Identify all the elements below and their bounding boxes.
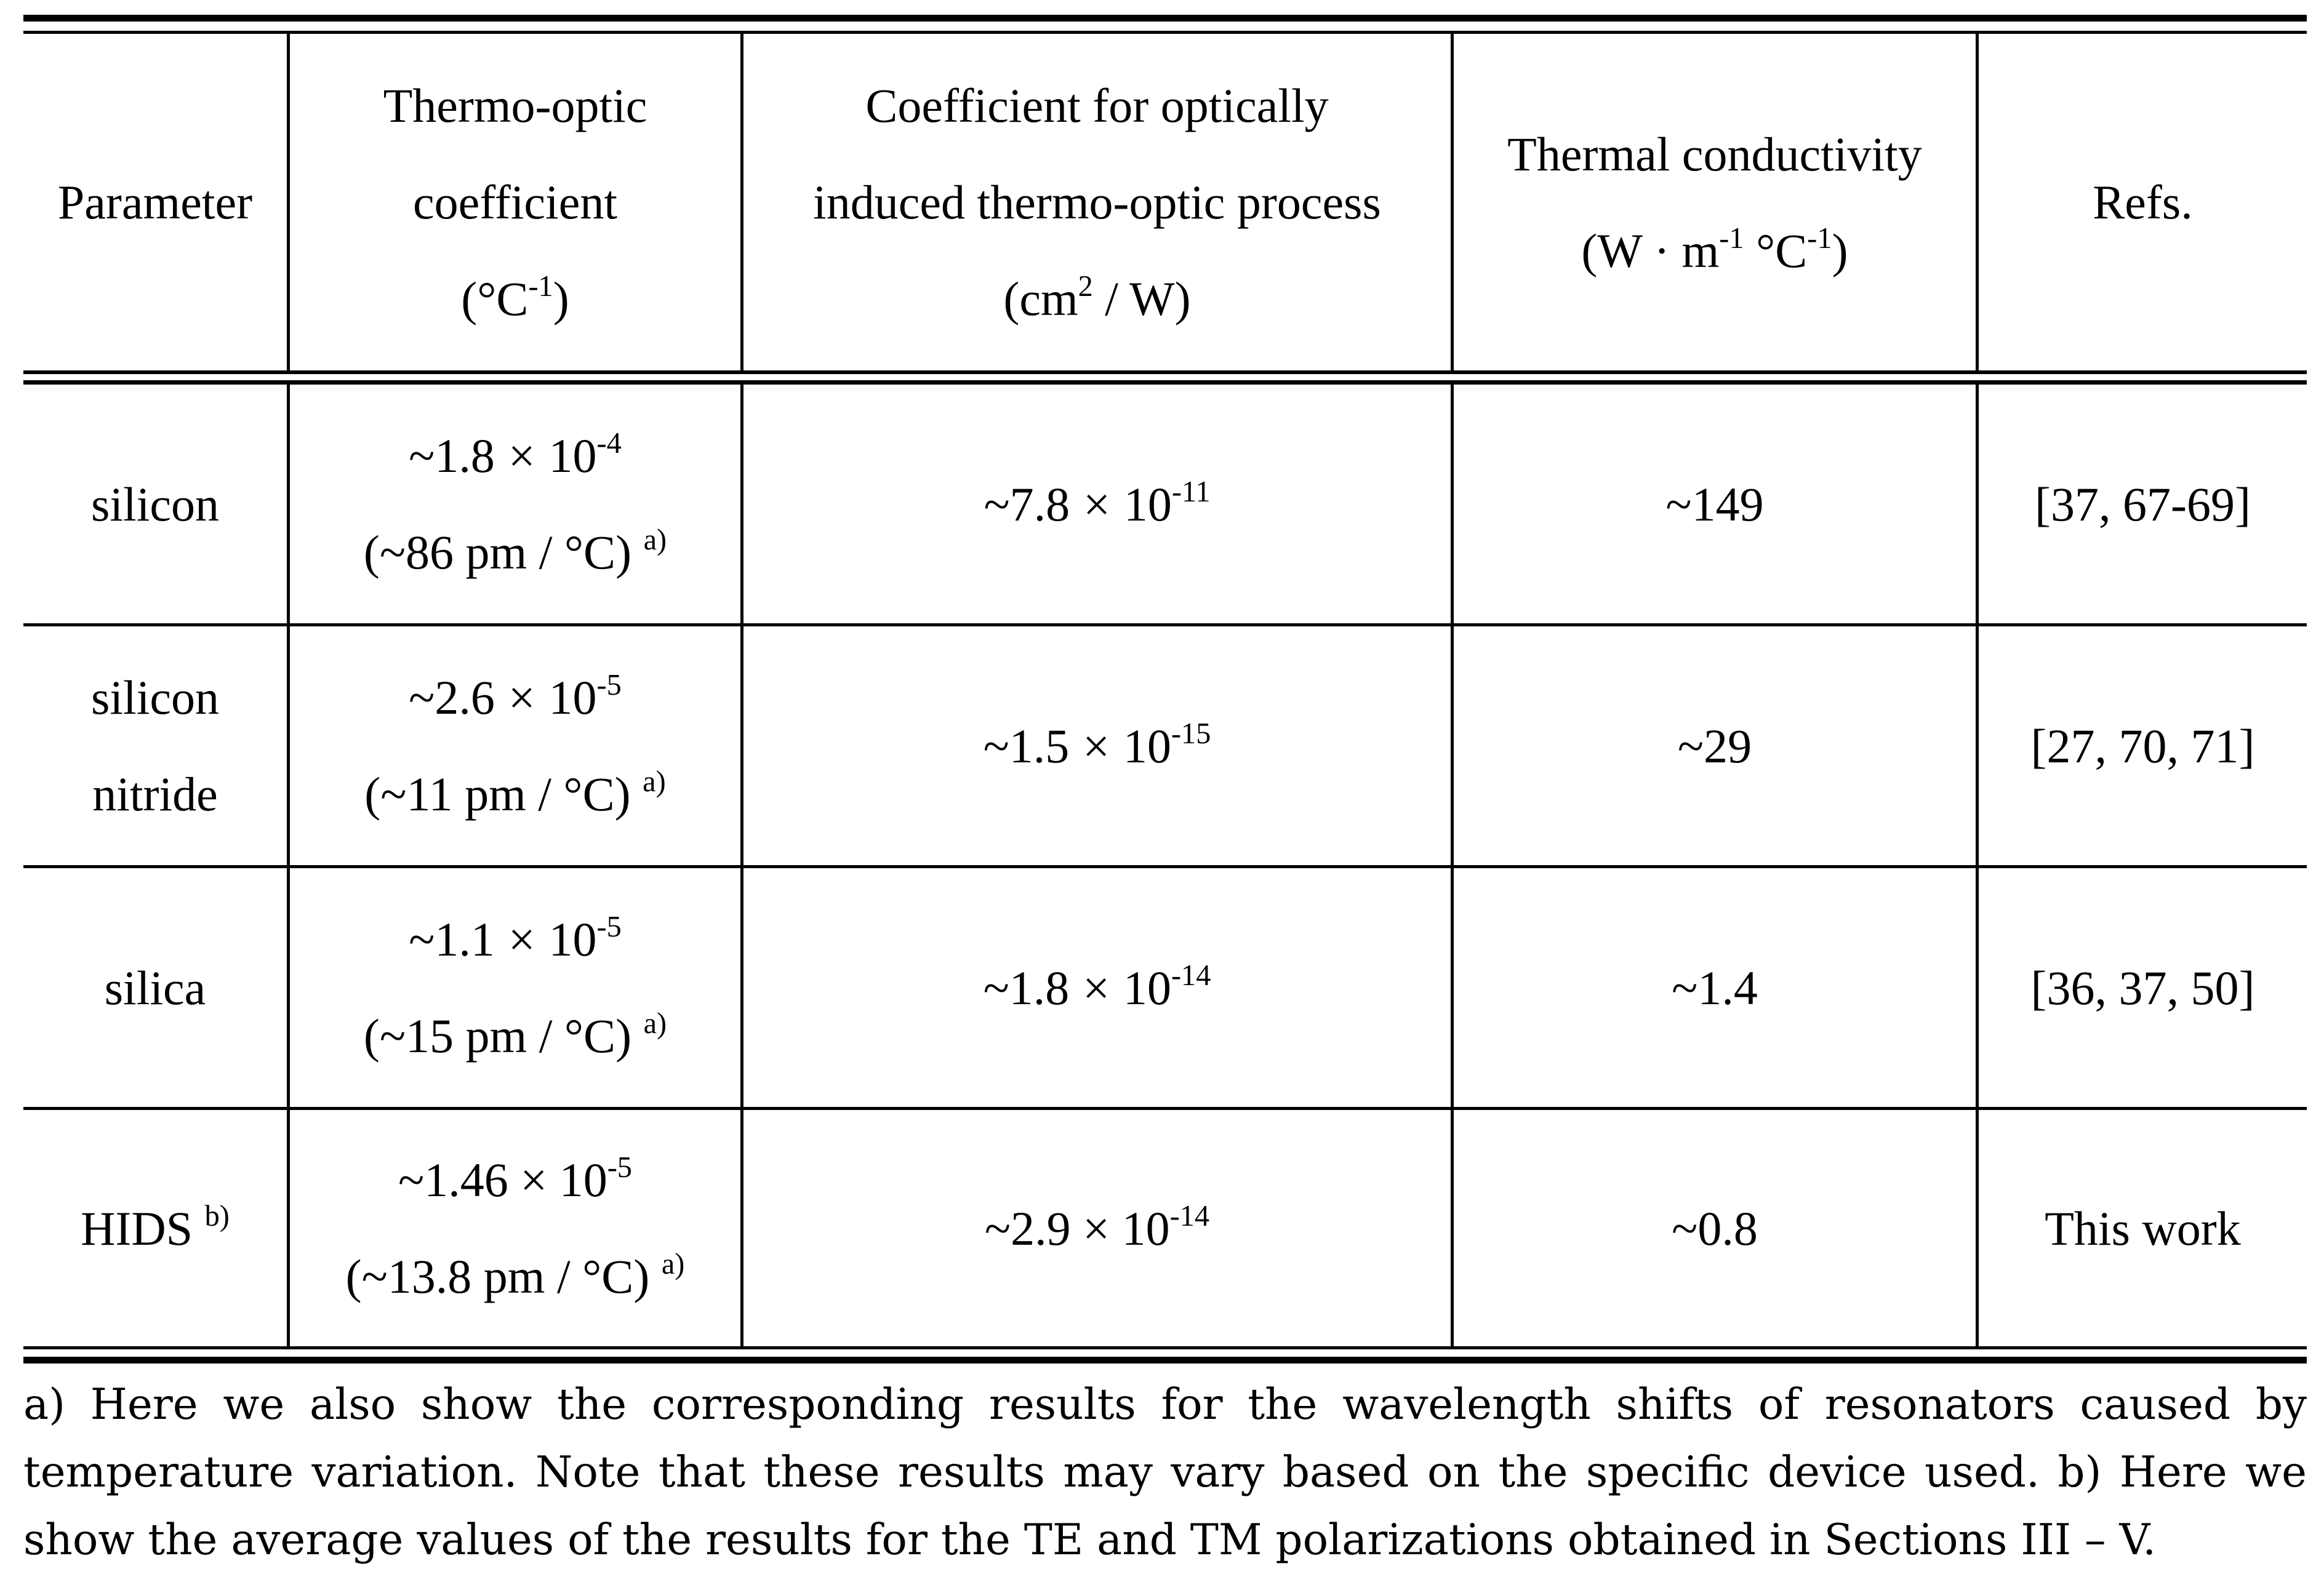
thermo-optic-value: ~1.46 × $10^{-5}$ <box>398 1151 632 1207</box>
row-silica-material <box>23 868 287 1107</box>
header-parameter-text: Parameter <box>57 175 253 229</box>
row-hids-conductivity <box>1454 1110 1976 1346</box>
material-name-line2: nitride <box>92 767 218 821</box>
material-name-line1: silicon <box>91 671 219 724</box>
header-optical-coefficient <box>743 34 1451 370</box>
optical-coefficient-value: ~1.5 × $10^{-15}$ <box>983 717 1211 773</box>
wavelength-shift: (~13.8 pm / °C) $^{a)}$ <box>345 1248 685 1303</box>
bottom-rule-inner <box>23 1346 2307 1349</box>
row-silicon-thermo-optic <box>290 385 740 623</box>
header-parameter <box>23 34 287 370</box>
table-footnote: a) Here we also show the corresponding results for the wavelength shifts of resonators caused by temperature variation. Note that these results may vary based on the specific device used. b) Here we show the average values of the results for the TE and TM polarizations obtained in Sections III – V. <box>23 1380 2307 1565</box>
row-silica-conductivity <box>1454 868 1976 1107</box>
material-name: silicon <box>91 477 219 531</box>
thermo-optic-value: ~2.6 × $10^{-5}$ <box>409 669 622 724</box>
row-silicon-conductivity <box>1454 385 1976 623</box>
row-hids-optical <box>743 1110 1451 1346</box>
row-silicon-nitride-thermo-optic <box>290 626 740 865</box>
header-refs <box>1979 34 2307 370</box>
row-silicon-nitride-material <box>23 626 287 865</box>
optical-coefficient-value: ~7.8 × $10^{-11}$ <box>984 475 1211 531</box>
header-conductivity <box>1454 34 1976 370</box>
row-silicon-nitride-refs <box>1979 626 2307 865</box>
row-hids-material <box>23 1110 287 1346</box>
row-silicon-nitride-conductivity <box>1454 626 1976 865</box>
row-silica-optical <box>743 868 1451 1107</box>
row-silicon-nitride-optical <box>743 626 1451 865</box>
row-hids-thermo-optic <box>290 1110 740 1346</box>
material-name: HIDS $^{b)}$ <box>81 1199 230 1255</box>
wavelength-shift: (~15 pm / °C) $^{a)}$ <box>363 1007 667 1063</box>
material-name: silica <box>104 960 206 1015</box>
row-silicon-material <box>23 385 287 623</box>
row-silicon-optical <box>743 385 1451 623</box>
thermo-optic-value: ~1.8 × $10^{-4}$ <box>409 427 622 482</box>
wavelength-shift: (~86 pm / °C) $^{a)}$ <box>363 524 667 579</box>
bottom-rule-outer <box>23 1357 2307 1363</box>
optical-coefficient-value: ~1.8 × $10^{-14}$ <box>983 959 1211 1015</box>
header-optical-line2: induced thermo-optic process <box>813 175 1381 229</box>
header-conductivity-line1: Thermal conductivity <box>1507 127 1922 181</box>
header-rule-lower <box>23 380 2307 385</box>
row-silica-thermo-optic <box>290 868 740 1107</box>
header-conductivity-unit: ($W \cdot m^{-1}$ $^\circ C^{-1}$) <box>1581 222 1848 277</box>
refs-value: [27, 70, 71] <box>2030 719 2255 773</box>
row-hids-refs <box>1979 1110 2307 1346</box>
header-optical-line1: Coefficient for optically <box>865 79 1329 132</box>
thermo-optic-value: ~1.1 × $10^{-5}$ <box>409 911 622 966</box>
refs-value: [36, 37, 50] <box>2030 960 2255 1015</box>
row-silica-refs <box>1979 868 2307 1107</box>
conductivity-value: ~149 <box>1665 477 1764 531</box>
header-optical-unit: $(cm^2 / W)$ <box>1003 270 1191 325</box>
header-thermo-optic-line1: Thermo-optic <box>383 79 647 132</box>
header-thermo-optic-unit: $(^\circ C^{-1})$ <box>461 270 569 325</box>
conductivity-value: ~29 <box>1677 719 1752 773</box>
header-thermo-optic <box>290 34 740 370</box>
refs-value: [37, 67-69] <box>2035 477 2251 531</box>
refs-value: This work <box>2045 1201 2241 1255</box>
row-silicon-refs <box>1979 385 2307 623</box>
optical-coefficient-value: ~2.9 × $10^{-14}$ <box>984 1199 1210 1255</box>
wavelength-shift: (~11 pm / °C) $^{a)}$ <box>364 765 666 821</box>
conductivity-value: ~1.4 <box>1672 960 1758 1015</box>
conductivity-value: ~0.8 <box>1672 1201 1758 1255</box>
header-refs-text: Refs. <box>2093 175 2193 229</box>
header-thermo-optic-line2: coefficient <box>412 175 618 229</box>
top-rule-outer <box>23 15 2307 22</box>
header-rule-upper <box>23 370 2307 374</box>
